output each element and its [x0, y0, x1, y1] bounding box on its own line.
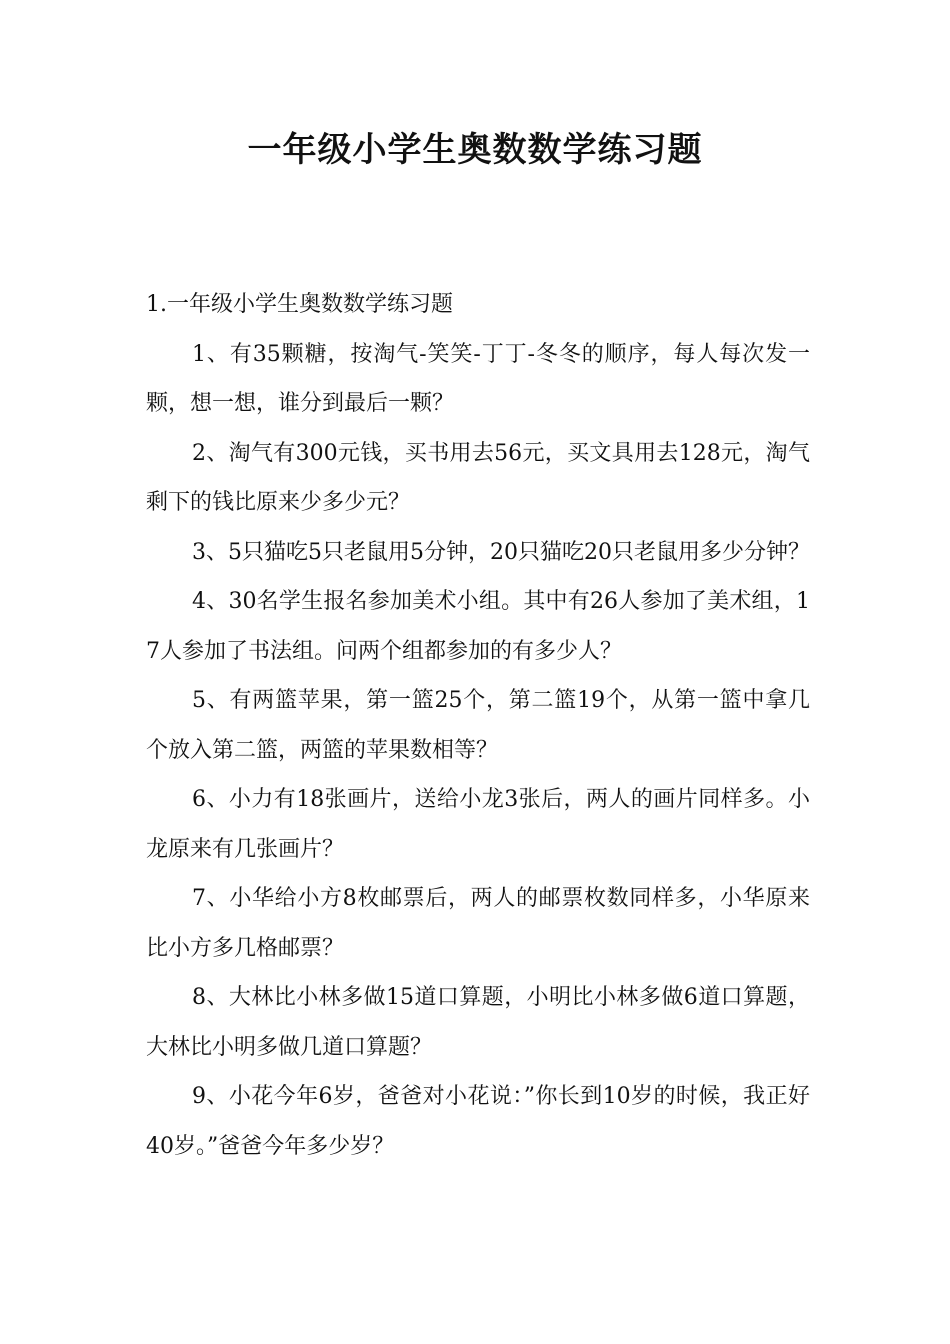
section-heading: 1.一年级小学生奥数数学练习题 — [146, 292, 453, 317]
problem-1: 1、有35颗糖，按淘气-笑笑-丁丁-冬冬的顺序，每人每次发一颗，想一想，谁分到最后一颗？ — [146, 341, 810, 416]
problem-2: 2、淘气有300元钱，买书用去56元，买文具用去128元，淘气剩下的钱比原来少多少元？ — [146, 440, 810, 515]
problem-4: 4、30名学生报名参加美术小组。其中有26人参加了美术组，17人参加了书法组。问两个组都参加的有多少人？ — [146, 589, 810, 664]
page-title: 一年级小学生奥数数学练习题 — [247, 130, 703, 170]
problem-3: 3、5只猫吃5只老鼠用5分钟，20只猫吃20只老鼠用多少分钟？ — [192, 539, 810, 565]
document-body — [146, 280, 810, 1171]
problem-8: 8、大林比小林多做15道口算题，小明比小林多做6道口算题，大林比小明多做几道口算题？ — [146, 985, 810, 1060]
problem-5: 5、有两篮苹果，第一篮25个，第二篮19个，从第一篮中拿几个放入第二篮，两篮的苹果数相等？ — [146, 688, 810, 763]
problem-9: 9、小花今年6岁，爸爸对小花说：”你长到10岁的时候，我正好40岁。”爸爸今年多少岁？ — [146, 1084, 810, 1159]
problem-6: 6、小力有18张画片，送给小龙3张后，两人的画片同样多。小龙原来有几张画片？ — [146, 787, 810, 862]
problem-7: 7、小华给小方8枚邮票后，两人的邮票枚数同样多，小华原来比小方多几格邮票？ — [146, 886, 810, 961]
